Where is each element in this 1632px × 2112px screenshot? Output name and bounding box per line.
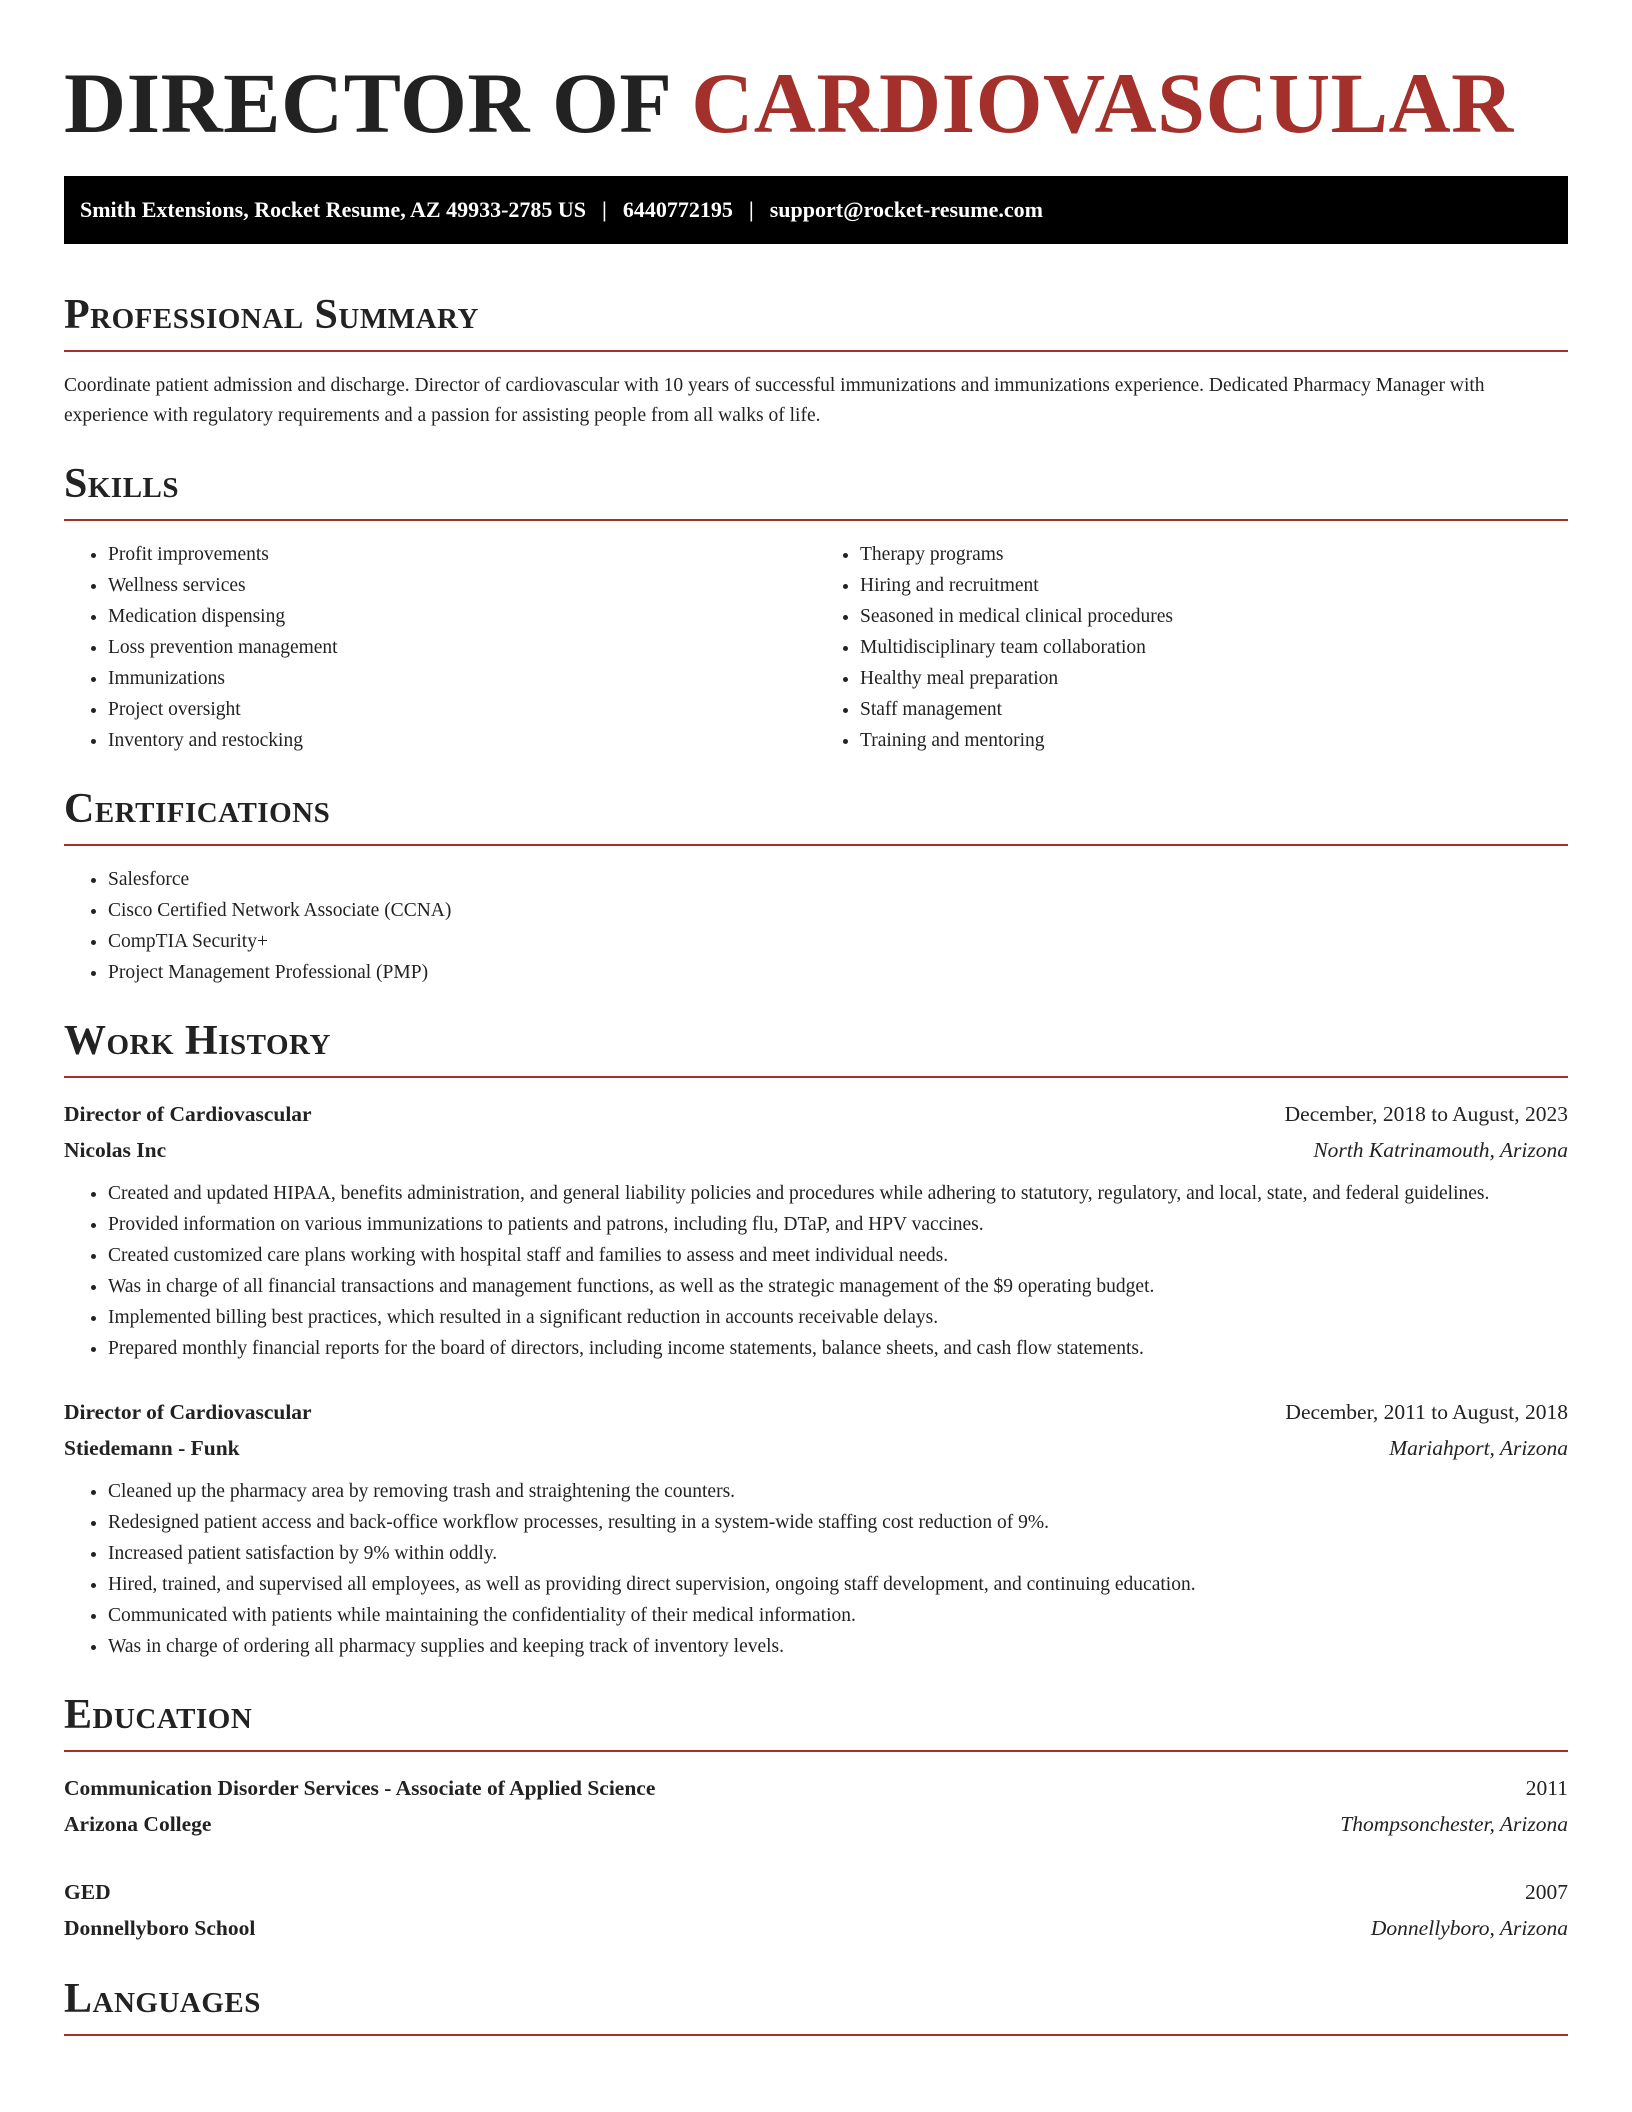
job-location: Mariahport, Arizona [1389,1436,1568,1460]
job-title: Director of Cardiovascular [64,1102,312,1126]
skill-item: • Hiring and recruitment [860,570,1568,601]
job-bullet: • Implemented billing best practices, which resulted in a significant reduction in accounts receivable delays. [108,1302,1568,1333]
section-divider [64,1076,1568,1078]
job-bullet: • Hired, trained, and supervised all employees, as well as providing direct supervision, ongoing staff development, and continuing education. [108,1569,1568,1600]
skill-item: • Training and mentoring [860,725,1568,756]
education-entry [64,1874,1568,1946]
skill-item: • Medication dispensing [108,601,816,632]
job-bullet: • Communicated with patients while maintaining the confidentiality of their medical information. [108,1600,1568,1631]
certifications-section [64,784,1568,988]
section-divider [64,519,1568,521]
job-company-row [64,1132,1568,1168]
job-bullets [64,1476,1568,1662]
education-school: Arizona College [64,1812,212,1836]
section-title-skills: Skills [64,461,180,507]
summary-text: Coordinate patient admission and discharge. Director of cardiovascular with 10 years of successful immunizations and immunizations experience. Dedicated Pharmacy Manager with experience with regulatory requirements and a passion for assisting people from all walks of life. [64,375,1485,426]
skill-item: • Wellness services [108,570,816,601]
skill-item: • Profit improvements [108,539,816,570]
job-bullets [64,1178,1568,1364]
job-entry [64,1096,1568,1364]
job-bullet: • Was in charge of ordering all pharmacy supplies and keeping track of inventory levels. [108,1631,1568,1662]
section-divider [64,844,1568,846]
skill-item: • Healthy meal preparation [860,663,1568,694]
education-entry [64,1770,1568,1842]
education-degree: GED [64,1880,111,1904]
job-company: Stiedemann - Funk [64,1436,240,1460]
summary-section [64,290,1568,431]
section-divider [64,2034,1568,2036]
job-bullet: • Created customized care plans working with hospital staff and families to assess and meet individual needs. [108,1240,1568,1271]
contact-address: Smith Extensions, Rocket Resume, AZ 49933-2785 US [80,197,587,222]
job-bullet: • Redesigned patient access and back-office workflow processes, resulting in a system-wide staffing cost reduction of 9%. [108,1507,1568,1538]
contact-phone: 6440772195 [622,197,733,222]
skills-columns [64,539,1568,756]
job-dates: December, 2018 to August, 2023 [1284,1102,1568,1126]
education-section [64,1690,1568,1946]
contact-bar [64,176,1568,244]
job-bullet: • Increased patient satisfaction by 9% within oddly. [108,1538,1568,1569]
contact-email: support@rocket-resume.com [769,197,1043,222]
languages-section [64,1974,1568,2036]
job-bullet: • Prepared monthly financial reports for the board of directors, including income statements, balance sheets, and cash flow statements. [108,1333,1568,1364]
name-part-1: DIRECTOR OF [64,55,692,151]
job-company-row [64,1430,1568,1466]
skills-column-left [64,539,816,756]
work-history-section [64,1016,1568,1662]
certification-item: • Project Management Professional (PMP) [108,957,1568,988]
section-divider [64,1750,1568,1752]
education-school-row [64,1910,1568,1946]
education-degree-row [64,1874,1568,1910]
section-title-work-history: Work History [64,1018,331,1064]
certification-item: • Cisco Certified Network Associate (CCNA) [108,895,1568,926]
job-dates: December, 2011 to August, 2018 [1285,1400,1568,1424]
education-year: 2007 [1525,1880,1568,1904]
education-location: Thompsonchester, Arizona [1340,1812,1568,1836]
skill-item: • Inventory and restocking [108,725,816,756]
education-location: Donnellyboro, Arizona [1370,1916,1568,1940]
education-degree: Communication Disorder Services - Associate of Applied Science [64,1776,656,1800]
skill-item: • Immunizations [108,663,816,694]
resume-name [64,0,1568,168]
resume-page [64,0,1568,2036]
section-divider [64,350,1568,352]
skill-item: • Project oversight [108,694,816,725]
job-bullet: • Created and updated HIPAA, benefits administration, and general liability policies and procedures while adhering to statutory, regulatory, and local, state, and federal guidelines. [108,1178,1568,1209]
job-header-row [64,1096,1568,1132]
section-title-summary: Professional Summary [64,292,479,338]
section-title-certifications: Certifications [64,786,331,832]
job-location: North Katrinamouth, Arizona [1313,1138,1568,1162]
education-school: Donnellyboro School [64,1916,256,1940]
job-company: Nicolas Inc [64,1138,167,1162]
certifications-list [64,864,1568,988]
job-bullet: • Provided information on various immunizations to patients and patrons, including flu, DTaP, and HPV vaccines. [108,1209,1568,1240]
education-degree-row [64,1770,1568,1806]
education-school-row [64,1806,1568,1842]
job-entry [64,1394,1568,1662]
section-title-education: Education [64,1692,253,1738]
job-title: Director of Cardiovascular [64,1400,312,1424]
certification-item: • Salesforce [108,864,1568,895]
education-year: 2011 [1525,1776,1568,1800]
job-bullet: • Was in charge of all financial transactions and management functions, as well as the strategic management of the $9 operating budget. [108,1271,1568,1302]
skills-column-right [816,539,1568,756]
name-part-2: CARDIOVASCULAR [691,55,1514,151]
skill-item: • Multidisciplinary team collaboration [860,632,1568,663]
contact-separator: | [602,197,607,222]
job-bullet: • Cleaned up the pharmacy area by removing trash and straightening the counters. [108,1476,1568,1507]
contact-separator: | [748,197,754,222]
certification-item: • CompTIA Security+ [108,926,1568,957]
skill-item: • Loss prevention management [108,632,816,663]
section-title-languages: Languages [64,1976,261,2022]
skill-item: • Staff management [860,694,1568,725]
job-header-row [64,1394,1568,1430]
skills-section [64,459,1568,756]
skill-item: • Therapy programs [860,539,1568,570]
skill-item: • Seasoned in medical clinical procedures [860,601,1568,632]
